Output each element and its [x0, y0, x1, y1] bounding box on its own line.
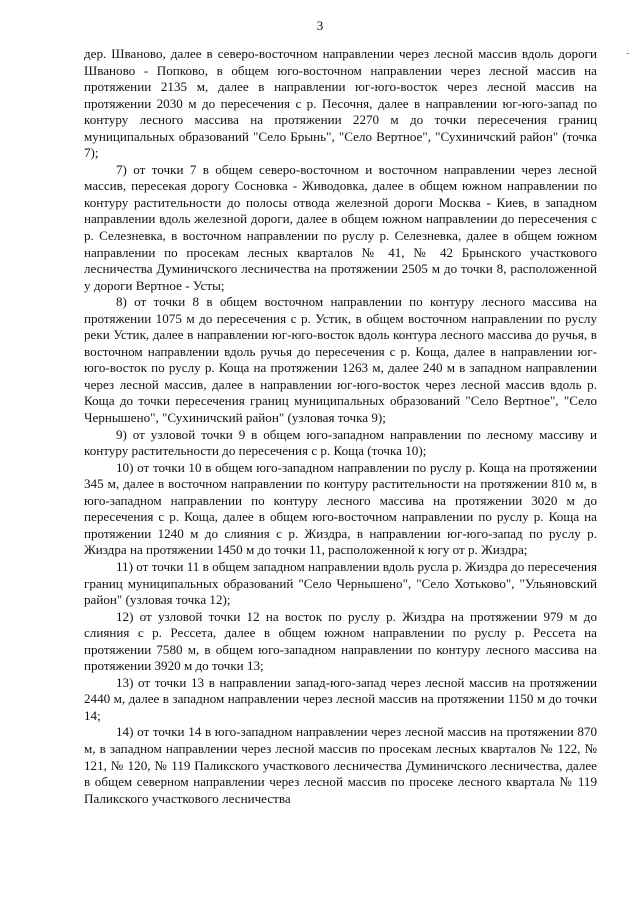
paragraph-item-14: 14) от точки 14 в юго-западном направлении через лесной массив на протяжении 870 м, в западном направлении через лесной массив по просекам лесных кварталов № 122, № 121, № 120, № 119 Паликского участкового лесничества Думиничского лесничества, далее в общем северном направлении через лесной массив по просеке лесного квартала № 119 Паликского участкового лесничества: [84, 724, 597, 806]
paragraph-continuation: дер. Шваново, далее в северо-восточном направлении через лесной массив вдоль дороги Шваново - Попково, в общем юго-восточном направлении через лесной массив на протяжении 2135 м, далее в направлении юг-юго-восток через лесной массив на протяжении 2030 м до пересечения с р. Песочня, далее в направлении юг-юго-запад по контуру лесного массива на протяжении 2270 м до точки пересечения границ муниципальных образований "Село Брынь", "Село Вертное", "Сухиничский район" (точка 7);: [84, 46, 597, 161]
paragraph-item-8: 8) от точки 8 в общем восточном направлении по контуру лесного массива на протяжении 1075 м до пересечения с р. Устик, в общем восточном направлении по руслу реки Устик, далее в направлении юг-юго-восток вдоль контура лесного массива до ручья, в восточном направлении вдоль ручья до пересечения с р. Коща, далее в направлении юг-юго-восток по руслу р. Коща на протяжении 1263 м, далее 240 м в западном направлении через лесной массив, далее в направлении юг-юго-восток через лесной массив вдоль р. Коща до точки пересечения границ муниципальных образований "Село Вертное", "Село Чернышено", "Сухиничский район" (узловая точка 9);: [84, 294, 597, 426]
paragraph-item-9: 9) от узловой точки 9 в общем юго-западном направлении по лесному массиву и контуру растительности до пересечения с р. Коща (точка 10);: [84, 426, 597, 459]
paragraph-item-11: 11) от точки 11 в общем западном направлении вдоль русла р. Жиздра до пересечения границ муниципальных образований "Село Чернышено", "Село Хотьково", "Ульяновский район" (узловая точка 12);: [84, 558, 597, 608]
page-number: 3: [316, 18, 324, 33]
paragraph-item-12: 12) от узловой точки 12 на восток по руслу р. Жиздра на протяжении 979 м до слияния с р. Рессета, далее в общем южном направлении по руслу р. Рессета на протяжении 7580 м, в общем юго-западном направлении по контуру лесного массива на протяжении 3920 м до точки 13;: [84, 608, 597, 674]
paragraph-item-7: 7) от точки 7 в общем северо-восточном и восточном направлении через лесной массив, пересекая дорогу Сосновка - Живодовка, далее в общем южном направлении по контуру растительности до полосы отвода железной дороги Москва - Киев, в западном направлении вдоль железной дороги, далее в общем южном направлении до пересечения с р. Селезневка, в восточном направлении по руслу р. Селезневка, далее в общем южном направлении по просекам лесных кварталов № 41, № 42 Брынского участкового лесничества Думиничского лесничества на протяжении 2505 м до точки 8, расположенной у дороги Вертное - Усты;: [84, 161, 597, 293]
paragraph-item-10: 10) от точки 10 в общем юго-западном направлении по руслу р. Коща на протяжении 345 м, далее в восточном направлении по контуру растительности на протяжении 810 м, в юго-западном направлении по контуру лесного массива на протяжении 3020 м до пересечения с р. Коща, далее в общем юго-восточном направлении по руслу р. Коща на протяжении 1240 м до слияния с р. Жиздра, в направлении юг-юго-запад по руслу р. Жиздра на протяжении 1450 м до точки 11, расположенной к югу от р. Жиздра;: [84, 459, 597, 558]
corner-mark: -: [626, 48, 630, 59]
paragraph-item-13: 13) от точки 13 в направлении запад-юго-запад через лесной массив на протяжении 2440 м, далее в западном направлении через лесной массив на протяжении 1150 м до точки 14;: [84, 674, 597, 723]
document-body: [84, 46, 597, 807]
